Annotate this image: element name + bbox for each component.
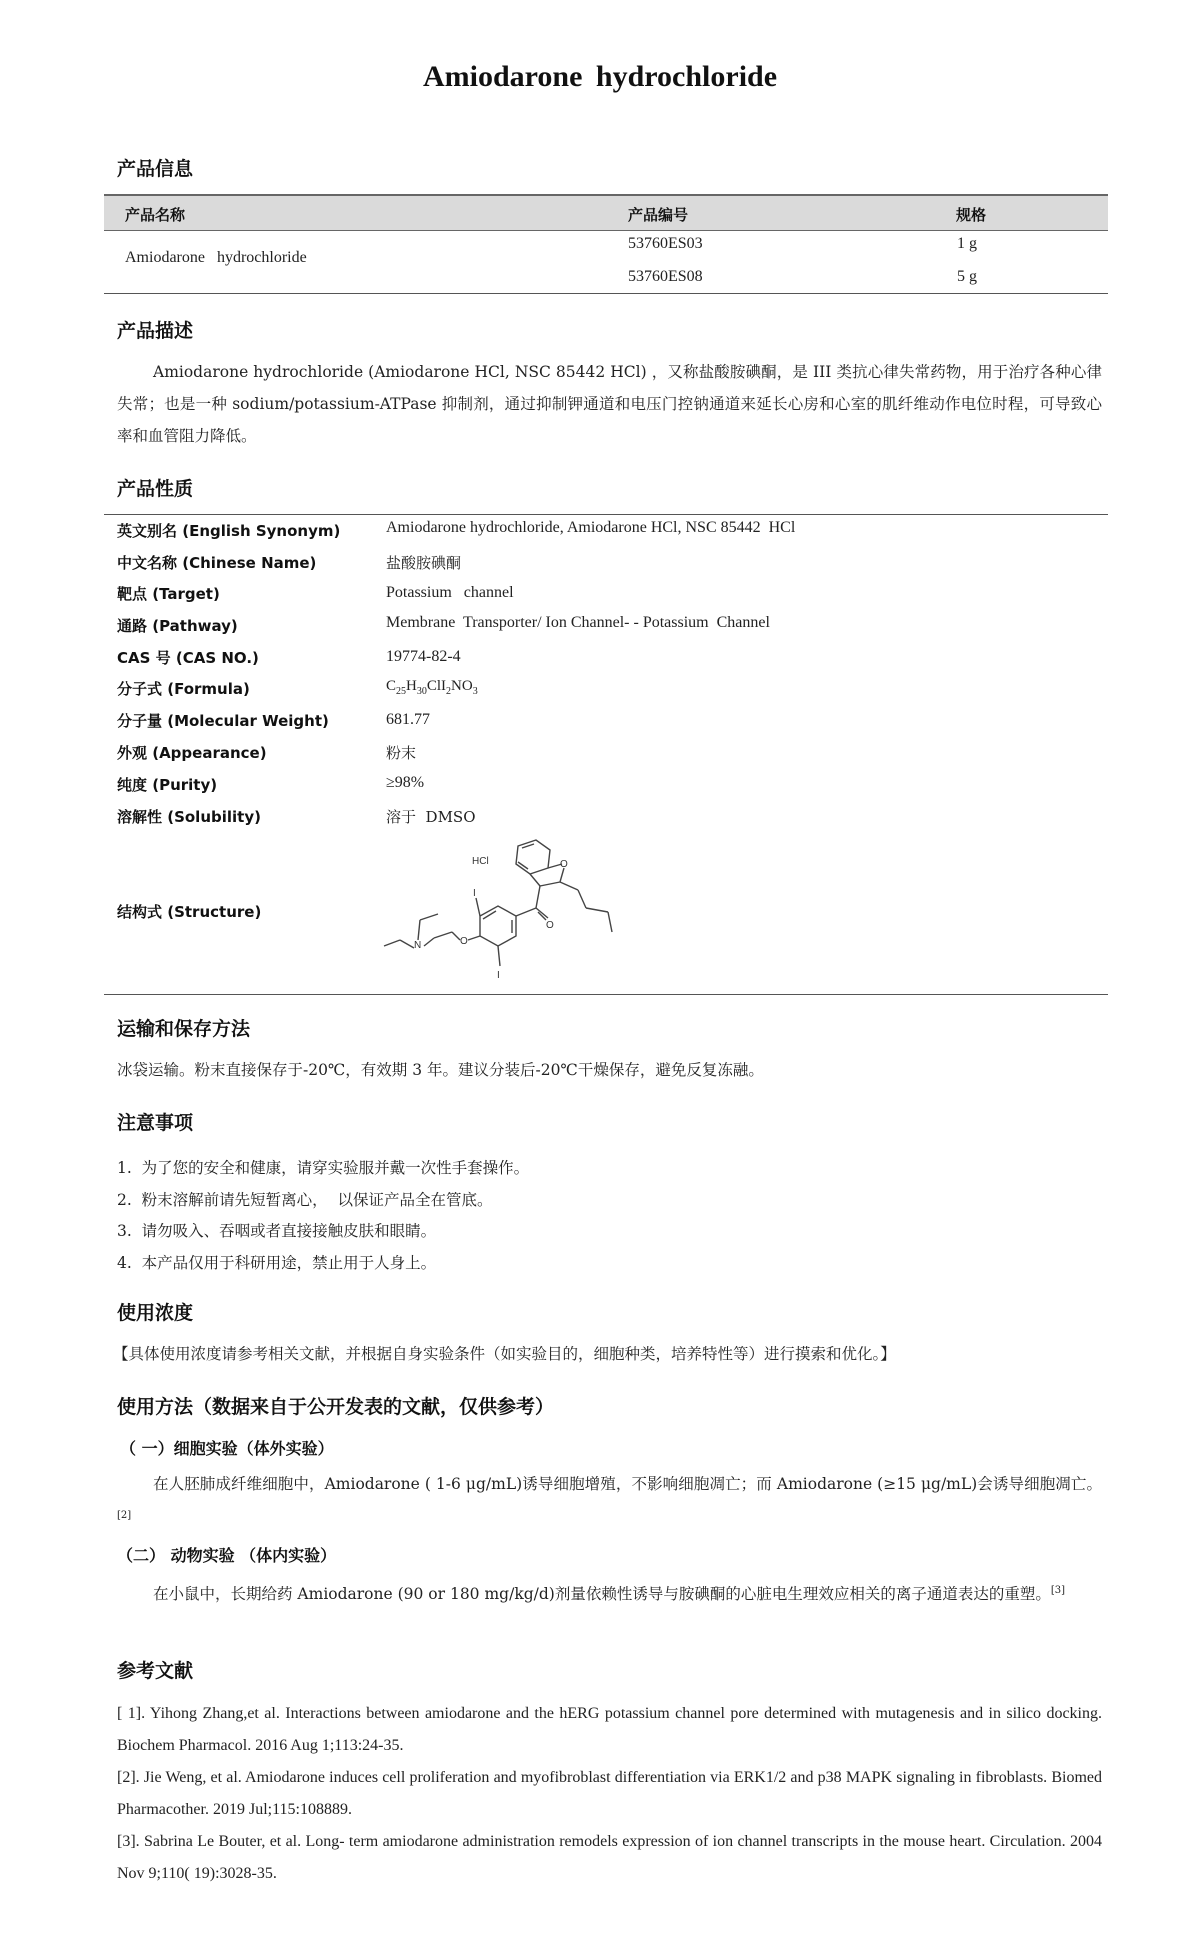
usage-animal-title: （二） 动物实验 （体内实验） — [117, 1546, 337, 1565]
prop-label-formula: 分子式 (Formula) — [117, 680, 250, 698]
section-usage: 使用方法（数据来自于公开发表的文献，仅供参考） — [117, 1396, 555, 1418]
table-bottom-rule — [104, 293, 1108, 294]
ether-o-label: O — [460, 936, 468, 947]
section-product-info: 产品信息 — [117, 158, 194, 180]
product-size-2: 5 g — [957, 268, 977, 285]
prop-val-chinese-name: 盐酸胺碘酮 — [386, 554, 462, 572]
product-size-1: 1 g — [957, 235, 977, 252]
concentration-text: 【具体使用浓度请参考相关文献，并根据自身实验条件（如实验目的，细胞种类，培养特性等）进行摸索和优化。】 — [113, 1345, 896, 1363]
reference-3: [3]. Sabrina Le Bouter, et al. Long- term amiodarone administration remodels expression of ion channel transcripts in the mouse heart. Circulation. 2004 Nov 9;110( 19):3028-35. — [117, 1833, 1102, 1882]
section-notes: 注意事项 — [117, 1112, 194, 1134]
prop-label-appearance: 外观 (Appearance) — [117, 744, 267, 762]
prop-label-structure: 结构式 (Structure) — [117, 903, 262, 921]
product-code-2: 53760ES08 — [628, 268, 703, 285]
product-table-header — [104, 194, 1108, 231]
iodine-2-label: I — [497, 970, 500, 981]
prop-val-synonym: Amiodarone hydrochloride, Amiodarone HCl, NSC 85442 HCl — [386, 519, 796, 536]
prop-val-mw: 681.77 — [386, 711, 430, 728]
animal-ref-mark: [3] — [1050, 1585, 1065, 1596]
properties-bottom-rule — [104, 994, 1108, 995]
prop-label-synonym: 英文别名 (English Synonym) — [117, 522, 341, 540]
prop-label-chinese-name: 中文名称 (Chinese Name) — [117, 554, 317, 572]
usage-animal-text: 在小鼠中，长期给药 Amiodarone (90 or 180 mg/kg/d)剂量依赖性诱导与胺碘酮的心脏电生理效应相关的离子通道表达的重塑。[3] — [153, 1585, 1065, 1604]
storage-text: 冰袋运输。粉末直接保存于-20℃，有效期 3 年。建议分装后-20℃干燥保存，避免反复冻融。 — [117, 1061, 764, 1079]
prop-label-cas: CAS 号 (CAS NO.) — [117, 649, 259, 667]
section-properties: 产品性质 — [117, 478, 194, 500]
note-item-2: 2. 粉末溶解前请先短暂离心， 以保证产品全在管底。 — [117, 1191, 493, 1209]
properties-top-rule — [104, 514, 1108, 515]
prop-val-appearance: 粉末 — [386, 744, 417, 762]
header-size: 规格 — [956, 206, 987, 224]
note-item-4: 4. 本产品仅用于科研用途，禁止用于人身上。 — [117, 1254, 437, 1272]
prop-val-pathway: Membrane Transporter/ Ion Channel- - Potassium Channel — [386, 614, 770, 631]
section-references: 参考文献 — [117, 1660, 194, 1682]
prop-val-purity: ≥98% — [386, 774, 425, 791]
note-item-3: 3. 请勿吸入、吞咽或者直接接触皮肤和眼睛。 — [117, 1222, 437, 1240]
prop-label-purity: 纯度 (Purity) — [117, 776, 218, 794]
section-concentration: 使用浓度 — [117, 1302, 194, 1324]
description-text: Amiodarone hydrochloride (Amiodarone HCl, NSC 85442 HCl) ，又称盐酸胺碘酮，是 III 类抗心律失常药物，用于治疗各种心律失常；也是一种 sodium/potassium-ATPase 抑制剂，通过抑制钾通道和电压门控钠通道来延长心房和心室的肌纤维动作电位时程，可导致心率和血管阻力降低。 — [117, 363, 1102, 445]
section-storage: 运输和保存方法 — [117, 1018, 251, 1040]
prop-val-cas: 19774-82-4 — [386, 648, 461, 665]
furan-o-label: O — [560, 859, 568, 870]
product-name-cell: Amiodarone hydrochloride — [125, 249, 307, 266]
prop-label-target: 靶点 (Target) — [117, 585, 220, 603]
prop-label-mw: 分子量 (Molecular Weight) — [117, 712, 329, 730]
prop-label-solubility: 溶解性 (Solubility) — [117, 808, 261, 826]
prop-val-target: Potassium channel — [386, 584, 514, 601]
usage-cell-title: （ 一）细胞实验（体外实验） — [120, 1439, 334, 1458]
amine-n-label: N — [414, 940, 422, 951]
prop-val-solubility: 溶于 DMSO — [386, 808, 476, 826]
iodine-1-label: I — [473, 888, 476, 899]
prop-val-formula: $C_{25}H_{30}ClI_2NO_3$ — [386, 678, 478, 697]
structure-diagram — [380, 836, 620, 992]
usage-cell-text: 在人胚肺成纤维细胞中，Amiodarone ( 1-6 μg/mL)诱导细胞增殖，不影响细胞凋亡；而 Amiodarone (≥15 μg/mL)会诱导细胞凋亡。[2] — [117, 1475, 1102, 1521]
carbonyl-o-label: O — [546, 920, 554, 931]
hcl-label: HCl — [472, 856, 489, 867]
section-description: 产品描述 — [117, 320, 194, 342]
product-code-1: 53760ES03 — [628, 235, 703, 252]
reference-1: [ 1]. Yihong Zhang,et al. Interactions between amiodarone and the hERG potassium channel pore determined with mutagenesis and in silico docking. Biochem Pharmacol. 2016 Aug 1;113:24-35. — [117, 1705, 1102, 1754]
cell-ref-mark: [2] — [117, 1510, 132, 1521]
note-item-1: 1. 为了您的安全和健康，请穿实验服并戴一次性手套操作。 — [117, 1159, 530, 1177]
reference-2: [2]. Jie Weng, et al. Amiodarone induces cell proliferation and myofibroblast differentiation via ERK1/2 and p38 MAPK signaling in fibroblasts. Biomed Pharmacother. 2019 Jul;115:108889. — [117, 1769, 1102, 1818]
header-code: 产品编号 — [628, 206, 689, 224]
page-title: Amiodarone hydrochloride — [422, 60, 778, 93]
prop-label-pathway: 通路 (Pathway) — [117, 617, 238, 635]
header-name: 产品名称 — [125, 206, 186, 224]
